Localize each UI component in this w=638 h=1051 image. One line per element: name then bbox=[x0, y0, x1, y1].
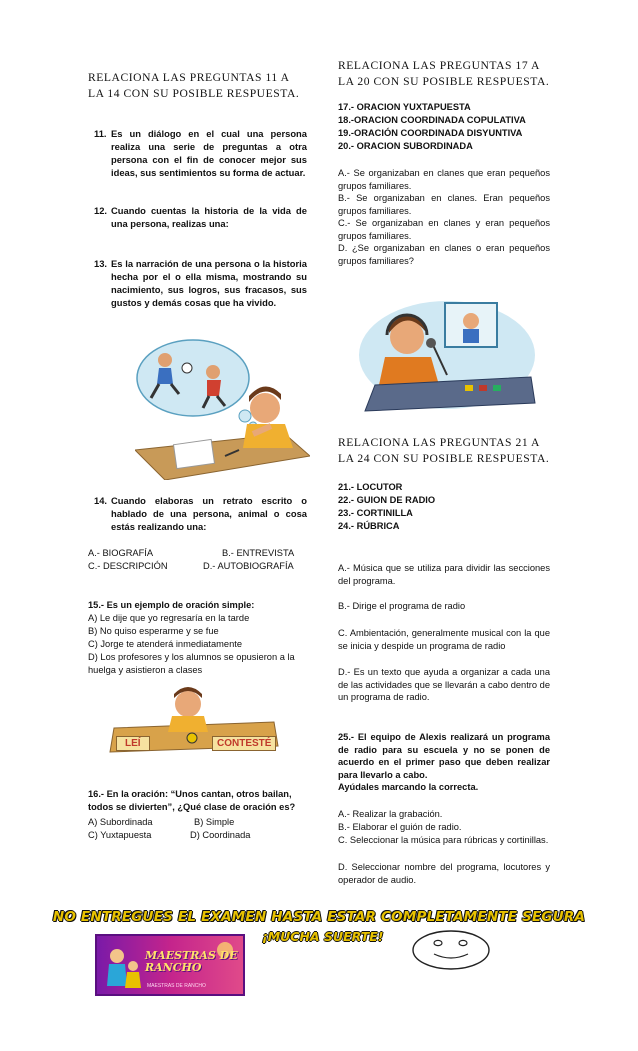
answer-1-b: B.- Se organizaban en clanes. Eran pequeños grupos familiares. bbox=[338, 193, 550, 216]
question-number: 12. bbox=[94, 205, 108, 216]
answer-2-a: A.- Música que se utiliza para dividir las secciones del programa. bbox=[338, 563, 550, 586]
question-15-option-b: B) No quiso esperarme y se fue bbox=[88, 626, 219, 636]
read-answer-illustration bbox=[108, 686, 280, 764]
item-21: 21.- LOCUTOR bbox=[338, 482, 403, 492]
answer-1-d: D. ¿Se organizaban en clanes o eran pequeños grupos familiares? bbox=[338, 243, 550, 266]
question-16-option-b: B) Simple bbox=[194, 817, 235, 827]
right-section-heading-1: RELACIONA LAS PREGUNTAS 17 A LA 20 CON SU POSIBLE RESPUESTA. bbox=[338, 59, 550, 88]
question-15-option-a: A) Le dije que yo regresaría en la tarde bbox=[88, 613, 250, 623]
answer-2-b: B.- Dirige el programa de radio bbox=[338, 601, 466, 611]
boy-dreaming-illustration bbox=[135, 338, 310, 480]
item-18: 18.-ORACION COORDINADA COPULATIVA bbox=[338, 115, 526, 125]
option-a-biografia: A.- BIOGRAFÍA bbox=[88, 548, 154, 558]
question-16-option-d: D) Coordinada bbox=[190, 830, 251, 840]
question-25-subtitle: Ayúdales marcando la correcta. bbox=[338, 782, 479, 792]
question-text: Cuando cuentas la historia de la vida de una persona, realizas una: bbox=[111, 205, 307, 229]
question-25-option-d: D. Seleccionar nombre del programa, locutores y operador de audio. bbox=[338, 862, 550, 885]
right-section-heading-2: RELACIONA LAS PREGUNTAS 21 A LA 24 CON SU POSIBLE RESPUESTA. bbox=[338, 436, 550, 465]
question-11 bbox=[94, 127, 307, 179]
question-15-option-d: D) Los profesores y los alumnos se opusieron a la huelga y asistieron a clases bbox=[88, 652, 295, 675]
answer-2-d: D.- Es un texto que ayuda a organizar a cada una de las actividades que se llevarán a cabo dentro de un programa de radio. bbox=[338, 667, 550, 702]
question-25-option-b: B.- Elaborar el guión de radio. bbox=[338, 822, 462, 832]
item-24: 24.- RÚBRICA bbox=[338, 521, 400, 531]
question-25-option-c: C. Seleccionar la música para rúbricas y cortinillas. bbox=[338, 835, 549, 845]
question-text: Es un diálogo en el cual una persona realiza una serie de preguntas a otra persona con el fin de conocer mejor sus ideas, sus sentimientos su forma de actuar. bbox=[111, 128, 307, 178]
footer-warning: NO ENTREGUES EL EXAMEN HASTA ESTAR COMPLETAMENTE SEGURA bbox=[52, 909, 586, 925]
question-13 bbox=[94, 257, 307, 309]
item-19: 19.-ORACIÓN COORDINADA DISYUNTIVA bbox=[338, 128, 523, 138]
question-text: Cuando elaboras un retrato escrito o hablado de una persona, animal o cosa estás realizando una: bbox=[111, 495, 307, 532]
boy-figure bbox=[108, 686, 280, 764]
item-22: 22.- GUION DE RADIO bbox=[338, 495, 436, 505]
footer-good-luck: ¡MUCHA SUERTE! bbox=[262, 929, 384, 944]
question-15-option-c: C) Jorge te atenderá inmediatamente bbox=[88, 639, 243, 649]
radio-host-illustration bbox=[355, 285, 540, 413]
question-16-option-c: C) Yuxtapuesta bbox=[88, 830, 152, 840]
question-number: 11. bbox=[94, 128, 107, 139]
smiley-face-icon bbox=[410, 928, 492, 972]
lei-label: LEÍ bbox=[116, 736, 150, 751]
question-14 bbox=[94, 494, 307, 533]
option-b-entrevista: B.- ENTREVISTA bbox=[222, 548, 295, 558]
maestras-de-rancho-logo bbox=[95, 934, 245, 996]
question-12 bbox=[94, 204, 307, 230]
question-25-title: 25.- El equipo de Alexis realizará un programa de radio para su escuela y no se ponen de acuerdo en el primer paso que deben realizar para llevarlo a cabo. bbox=[338, 732, 550, 780]
option-d-autobiografia: D.- AUTOBIOGRAFÍA bbox=[203, 561, 294, 571]
question-15-title: 15.- Es un ejemplo de oración simple: bbox=[88, 600, 255, 610]
logo-title: MAESTRAS DE RANCHO bbox=[145, 949, 238, 974]
question-16-title: 16.- En la oración: “Unos cantan, otros bailan, todos se divierten”, ¿Qué clase de oración es? bbox=[88, 789, 296, 812]
answer-1-a: A.- Se organizaban en clanes que eran pequeños grupos familiares. bbox=[338, 168, 550, 191]
answer-2-c: C. Ambientación, generalmente musical con la que se inicia y despide un programa de radio bbox=[338, 628, 550, 651]
answer-1-c: C.- Se organizaban en clanes y eran pequeños grupos familiares. bbox=[338, 218, 550, 241]
item-20: 20.- ORACION SUBORDINADA bbox=[338, 141, 473, 151]
item-17: 17.- ORACION YUXTAPUESTA bbox=[338, 102, 471, 112]
option-c-descripcion: C.- DESCRIPCIÓN bbox=[88, 561, 168, 571]
item-23: 23.- CORTINILLA bbox=[338, 508, 413, 518]
question-16-option-a: A) Subordinada bbox=[88, 817, 153, 827]
question-number: 13. bbox=[94, 258, 108, 269]
conteste-label: CONTESTÉ bbox=[212, 736, 276, 751]
question-text: Es la narración de una persona o la historia hecha por el o ella misma, mostrando su nacimiento, sus logros, sus fracasos, sus gustos y demás cosas que ha vivido. bbox=[111, 258, 307, 308]
logo-subtitle: MAESTRAS DE RANCHO bbox=[147, 983, 206, 989]
left-section-heading: RELACIONA LAS PREGUNTAS 11 A LA 14 CON SU POSIBLE RESPUESTA. bbox=[88, 71, 300, 100]
question-25-option-a: A.- Realizar la grabación. bbox=[338, 809, 443, 819]
question-number: 14. bbox=[94, 495, 108, 506]
